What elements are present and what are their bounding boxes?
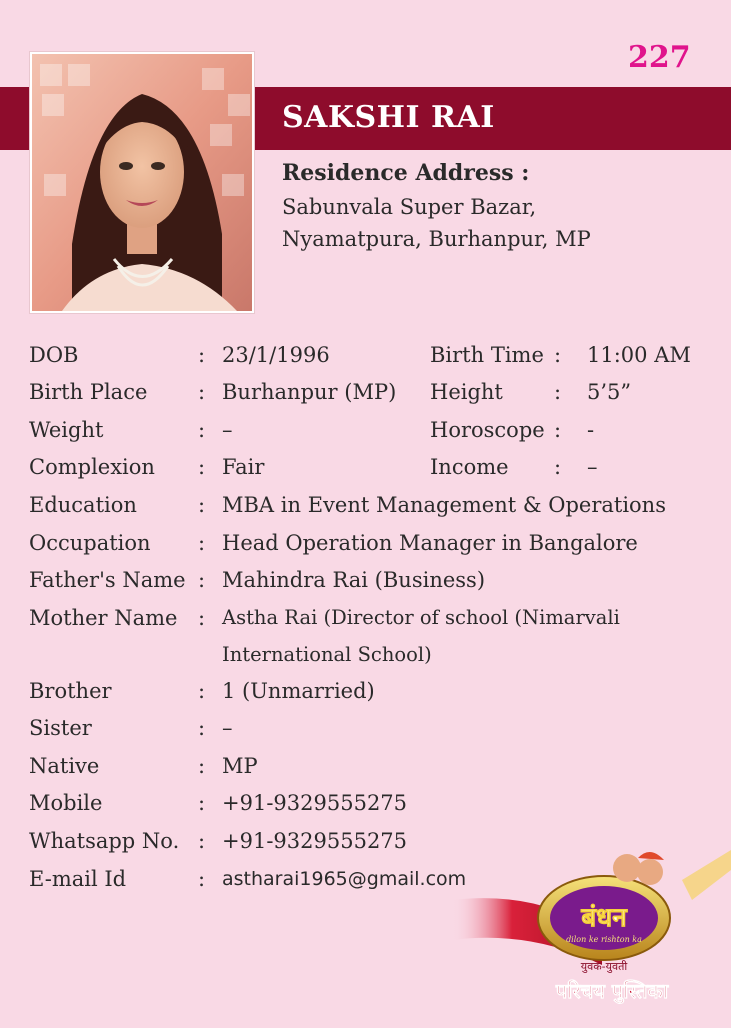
education-value: MBA in Event Management & Operations [222,493,666,517]
logo-tagline: dilon ke rishton ka [566,935,642,944]
weight-label: Weight [29,418,104,442]
birth-time-value: 11:00 AM [587,343,691,367]
colon: : [554,418,562,442]
whatsapp-value[interactable]: +91-9329555275 [222,829,408,853]
colon: : [198,418,206,442]
colon: : [554,455,562,479]
row-native [0,751,731,781]
weight-value: – [222,418,233,442]
brother-label: Brother [29,679,112,703]
email-value[interactable]: astharai1965@gmail.com [222,868,467,890]
mobile-label: Mobile [29,791,103,815]
colon: : [554,380,562,404]
birth-place-label: Birth Place [29,380,148,404]
mother-label: Mother Name [29,606,178,630]
row-mother [0,603,731,633]
complexion-value: Fair [222,455,265,479]
colon: : [198,493,206,517]
profile-photo-frame [29,51,255,314]
address-line-2: Nyamatpura, Burhanpur, MP [282,227,591,251]
complexion-label: Complexion [29,455,155,479]
mother-value-line-2: International School) [222,643,432,666]
income-label: Income [430,455,509,479]
profile-name: SAKSHI RAI [282,100,495,135]
row-occupation [0,528,731,558]
colon: : [198,380,206,404]
native-label: Native [29,754,100,778]
address-line-1: Sabunvala Super Bazar, [282,195,537,219]
height-label: Height [430,380,503,404]
dob-label: DOB [29,343,79,367]
logo-subtitle-2: परिचय पुस्तिका [555,979,669,1003]
horoscope-label: Horoscope [430,418,545,442]
colon: : [198,829,206,853]
row-sister [0,713,731,743]
occupation-label: Occupation [29,531,151,555]
colon: : [198,679,206,703]
logo-title: बंधन [581,903,627,933]
income-value: – [587,455,598,479]
row-complexion [0,452,731,482]
row-mother-continued [0,640,731,670]
birth-place-value: Burhanpur (MP) [222,380,397,404]
native-value: MP [222,754,258,778]
sister-value: – [222,716,233,740]
dob-value: 23/1/1996 [222,343,330,367]
colon: : [198,455,206,479]
colon: : [198,754,206,778]
mother-value-line-1: Astha Rai (Director of school (Nimarvali [222,606,620,629]
education-label: Education [29,493,137,517]
colon: : [198,343,206,367]
bandhan-logo [452,840,731,1024]
father-value: Mahindra Rai (Business) [222,568,486,592]
occupation-value: Head Operation Manager in Bangalore [222,531,638,555]
profile-photo [32,54,252,311]
horoscope-value: - [587,418,595,442]
row-birth-place [0,377,731,407]
colon: : [198,531,206,555]
page-number: 227 [628,40,691,75]
row-education [0,490,731,520]
colon: : [198,716,206,740]
row-brother [0,676,731,706]
logo-subtitle-1: युवक-युवती [580,960,628,973]
colon: : [198,791,206,815]
row-father [0,565,731,595]
brother-value: 1 (Unmarried) [222,679,375,703]
email-label: E-mail Id [29,867,127,891]
colon: : [198,568,206,592]
father-label: Father's Name [29,568,186,592]
mobile-value[interactable]: +91-9329555275 [222,791,408,815]
row-weight [0,415,731,445]
colon: : [198,606,206,630]
whatsapp-label: Whatsapp No. [29,829,180,853]
row-mobile [0,788,731,818]
height-value: 5’5” [587,380,632,404]
birth-time-label: Birth Time [430,343,544,367]
colon: : [198,867,206,891]
sister-label: Sister [29,716,92,740]
address-label: Residence Address : [282,160,530,186]
row-dob [0,340,731,370]
colon: : [554,343,562,367]
